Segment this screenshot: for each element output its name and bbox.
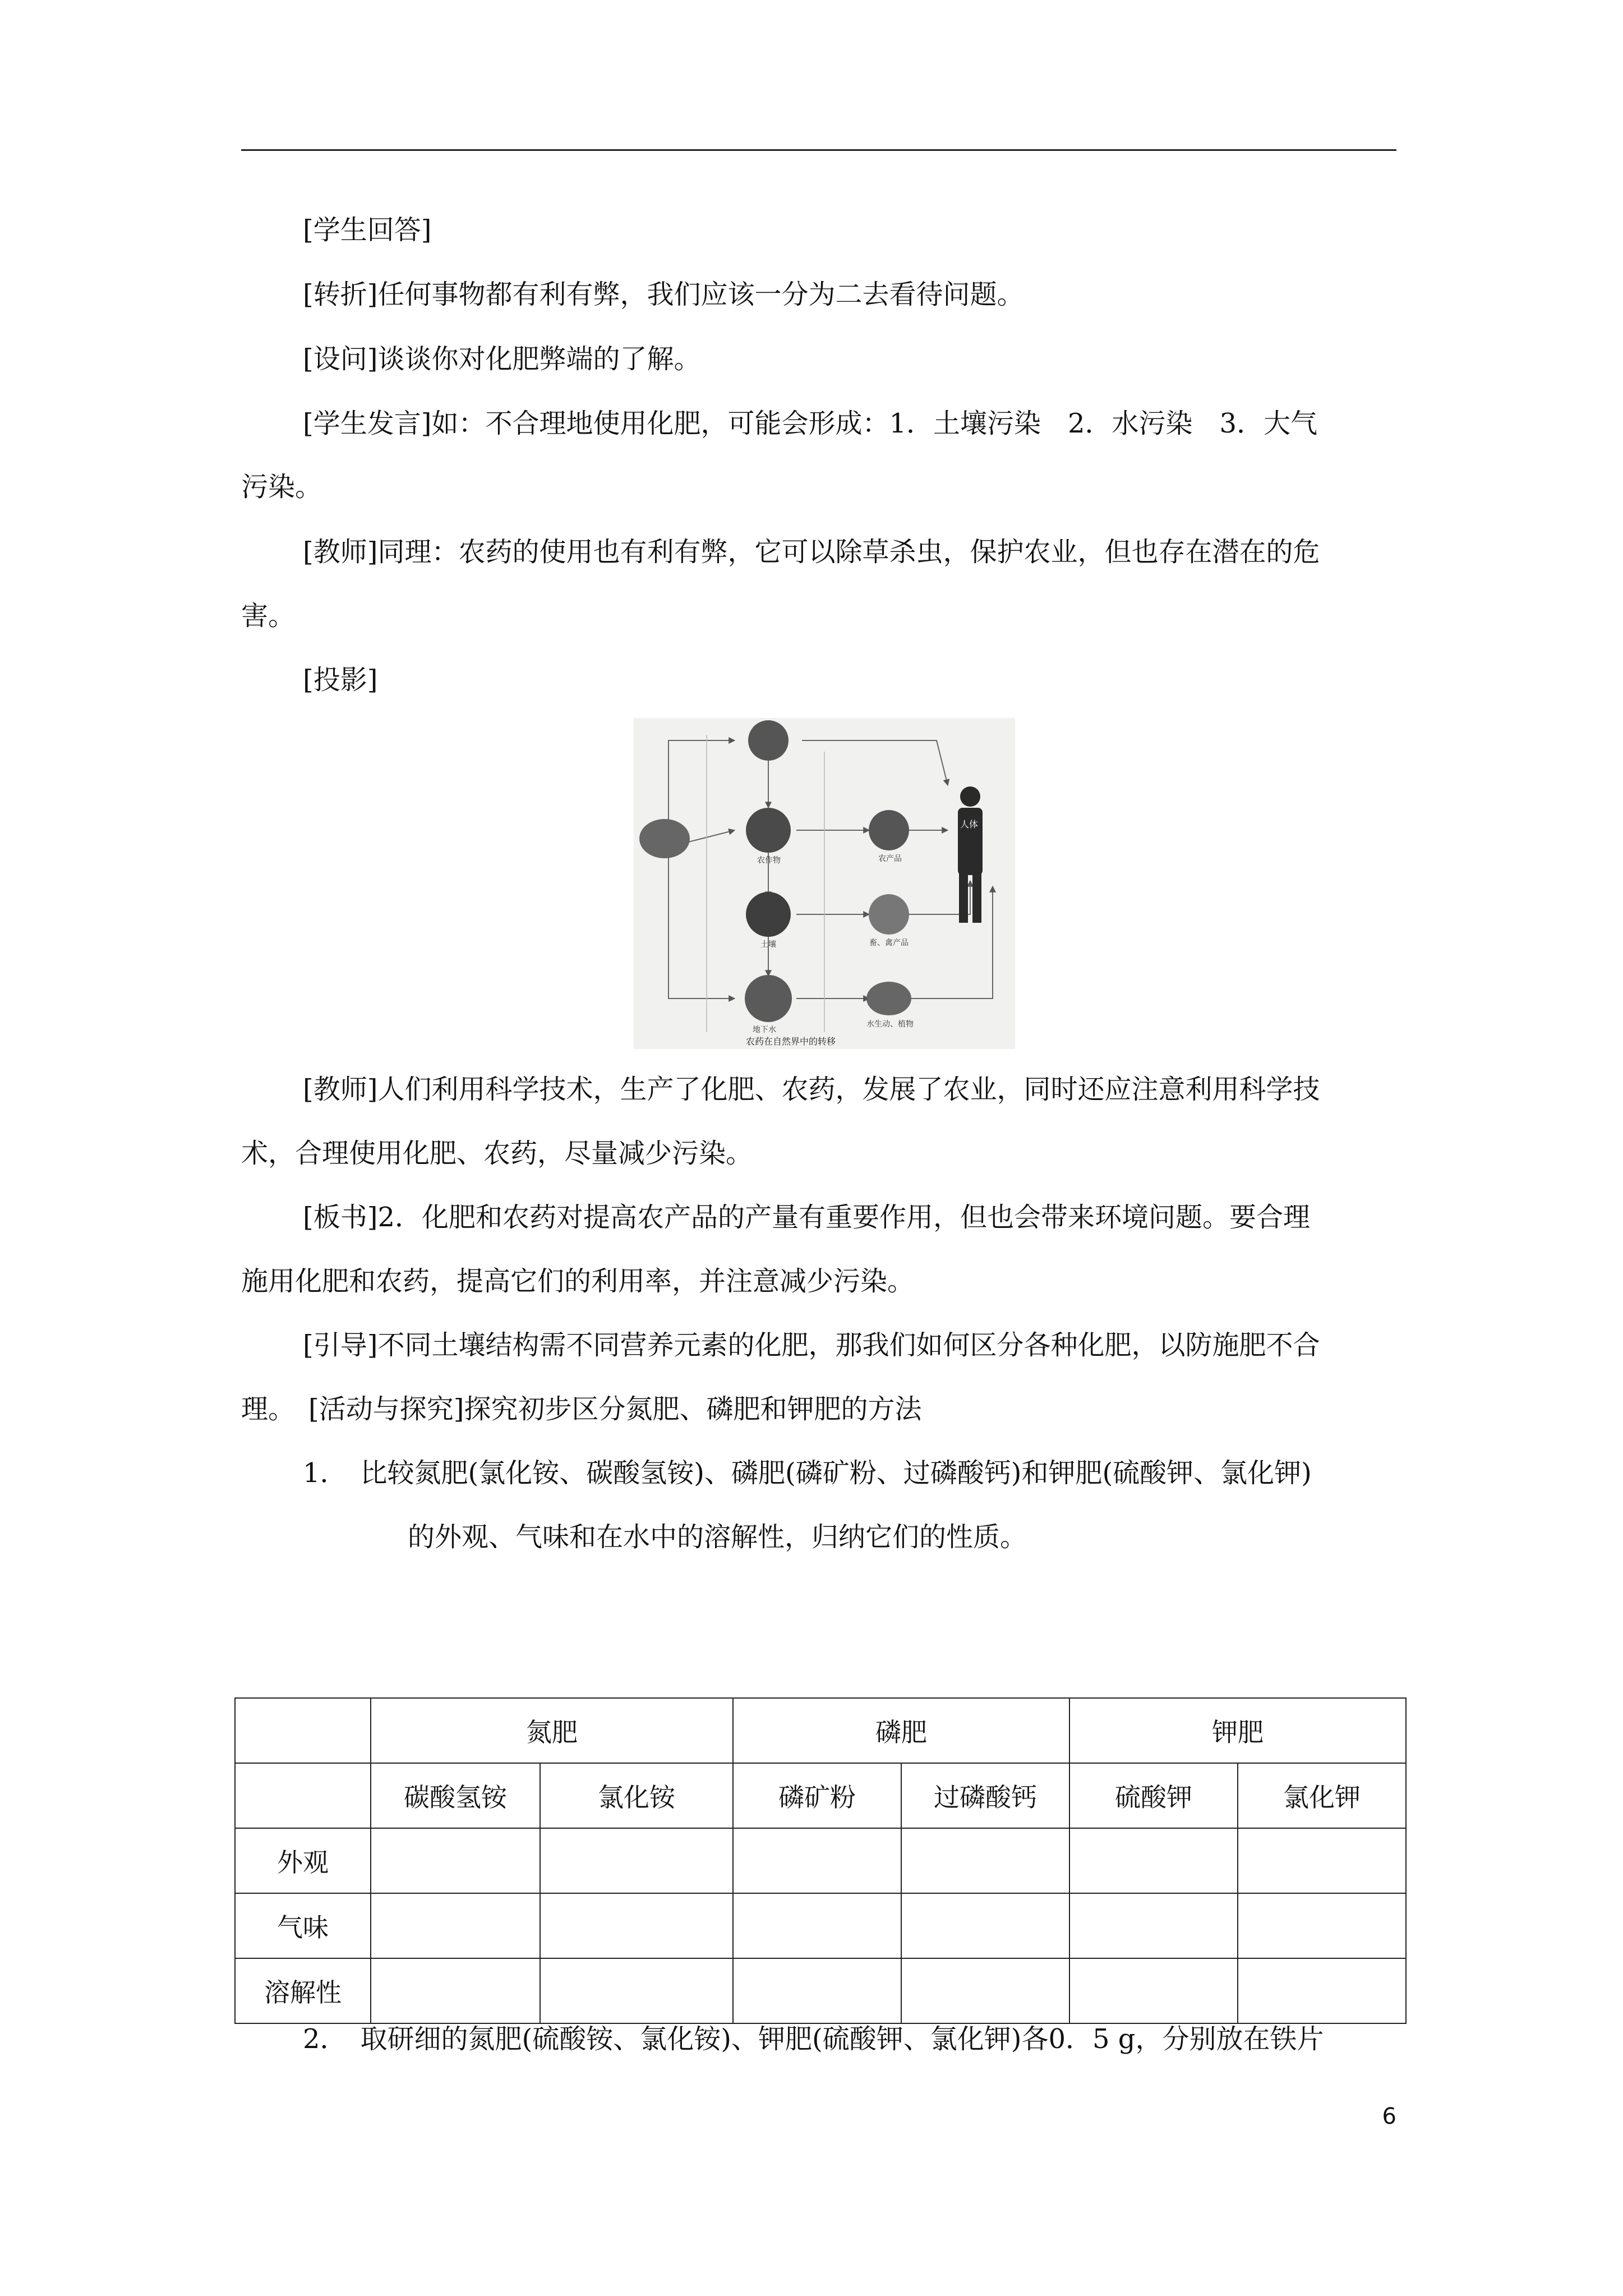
label-crop: 农作物 xyxy=(757,856,781,865)
table-header-nitrogen: 氮肥 xyxy=(371,1698,733,1763)
page-number: 6 xyxy=(1382,2104,1396,2129)
paragraph-board-line1: [板书]2．化肥和农药对提高农产品的产量有重要作用，但也会带来环境问题。要合理 xyxy=(303,1202,1310,1233)
table-header-cell: 氯化钾 xyxy=(1238,1763,1406,1828)
table-cell xyxy=(1238,1958,1406,2023)
paragraph-guide-line2: 理。 [活动与探究]探究初步区分氮肥、磷肥和钾肥的方法 xyxy=(241,1393,922,1425)
paragraph-step2-line1: 2． 取研细的氮肥(硫酸铵、氯化铵)、钾肥(硫酸钾、氯化钾)各0．5 g，分别放在铁片 xyxy=(303,2023,1324,2055)
figure-caption: 农药在自然界中的转移 xyxy=(746,1036,836,1047)
soil-image xyxy=(746,892,791,937)
label-soil: 土壤 xyxy=(760,940,776,949)
air-image xyxy=(748,720,789,761)
groundwater-image xyxy=(745,975,792,1022)
paragraph-step1-line2: 的外观、气味和在水中的溶解性，归纳它们的性质。 xyxy=(408,1521,1027,1553)
table-cell xyxy=(1069,1828,1238,1893)
table-header-cell: 过磷酸钙 xyxy=(901,1763,1069,1828)
table-header-cell xyxy=(235,1763,371,1828)
arrow-air-person xyxy=(802,740,948,785)
paragraph-teacher-line2: 害。 xyxy=(241,600,296,632)
table-header-row-groups xyxy=(235,1698,1406,1763)
paragraph-teacher2-line1: [教师]人们利用科学技术，生产了化肥、农药，发展了农业，同时还应注意利用科学技 xyxy=(303,1074,1320,1105)
table-cell xyxy=(371,1958,540,2023)
table-header-potassium: 钾肥 xyxy=(1069,1698,1406,1763)
paragraph-board-line2: 施用化肥和农药，提高它们的利用率，并注意减少污染。 xyxy=(241,1266,915,1297)
table-cell xyxy=(1238,1893,1406,1958)
crop-image xyxy=(746,808,791,853)
table-cell xyxy=(540,1958,733,2023)
table-row-label: 外观 xyxy=(235,1828,371,1893)
label-livestock: 畜、禽产品 xyxy=(869,938,909,947)
table-row xyxy=(235,1958,1406,2023)
table-row xyxy=(235,1828,1406,1893)
table-cell xyxy=(371,1893,540,1958)
table-header-row-items xyxy=(235,1763,1406,1828)
paragraph-teacher2-line2: 术，合理使用化肥、农药，尽量减少污染。 xyxy=(241,1138,753,1169)
spray-image xyxy=(639,819,690,858)
farm-produce-image xyxy=(869,810,909,850)
pesticide-transfer-diagram xyxy=(634,718,1015,1049)
table-cell xyxy=(733,1958,901,2023)
table-row xyxy=(235,1893,1406,1958)
table-header-cell: 硫酸钾 xyxy=(1069,1763,1238,1828)
label-person: 人体 xyxy=(960,819,979,830)
paragraph-student-speech-line2: 污染。 xyxy=(241,471,322,503)
paragraph-student-speech-line1: [学生发言]如：不合理地使用化肥，可能会形成：1．土壤污染 2．水污染 3．大气 xyxy=(303,408,1318,439)
pesticide-transfer-figure xyxy=(634,718,1015,1049)
table-cell xyxy=(901,1828,1069,1893)
table-header-cell: 碳酸氢铵 xyxy=(371,1763,540,1828)
livestock-image xyxy=(869,894,909,935)
paragraph-teacher-line1: [教师]同理：农药的使用也有利有弊，它可以除草杀虫，保护农业，但也存在潜在的危 xyxy=(303,536,1320,568)
paragraph-projection: [投影] xyxy=(303,664,378,696)
label-farm-produce: 农产品 xyxy=(878,854,902,863)
table-cell xyxy=(1069,1958,1238,2023)
table-cell xyxy=(733,1828,901,1893)
table-header-cell: 磷矿粉 xyxy=(733,1763,901,1828)
aquatic-image xyxy=(866,982,911,1015)
header-rule xyxy=(241,149,1396,151)
paragraph-question: [设问]谈谈你对化肥弊端的了解。 xyxy=(303,343,701,375)
table-row-label: 溶解性 xyxy=(235,1958,371,2023)
label-aquatic: 水生动、植物 xyxy=(866,1020,914,1029)
table-header-cell: 氯化铵 xyxy=(540,1763,733,1828)
table-cell xyxy=(901,1958,1069,2023)
table-cell xyxy=(540,1828,733,1893)
paragraph-student-answer: [学生回答] xyxy=(303,214,432,246)
fertilizer-properties-table xyxy=(234,1697,1407,2024)
table-cell xyxy=(540,1893,733,1958)
paragraph-step1-line1: 1． 比较氮肥(氯化铵、碳酸氢铵)、磷肥(磷矿粉、过磷酸钙)和钾肥(硫酸钾、氯化钾) xyxy=(303,1457,1312,1489)
table-header-phosphorus: 磷肥 xyxy=(733,1698,1069,1763)
label-groundwater: 地下水 xyxy=(753,1025,776,1034)
paragraph-guide-line1: [引导]不同土壤结构需不同营养元素的化肥，那我们如何区分各种化肥，以防施肥不合 xyxy=(303,1329,1320,1361)
table-cell xyxy=(1238,1828,1406,1893)
table-cell xyxy=(1069,1893,1238,1958)
paragraph-transition: [转折]任何事物都有利有弊，我们应该一分为二去看待问题。 xyxy=(303,279,1024,310)
table-row-label: 气味 xyxy=(235,1893,371,1958)
table-cell xyxy=(733,1893,901,1958)
arrow-source-groundwater xyxy=(668,847,735,999)
table-cell xyxy=(371,1828,540,1893)
table-cell xyxy=(901,1893,1069,1958)
table-header-cell xyxy=(235,1698,371,1763)
